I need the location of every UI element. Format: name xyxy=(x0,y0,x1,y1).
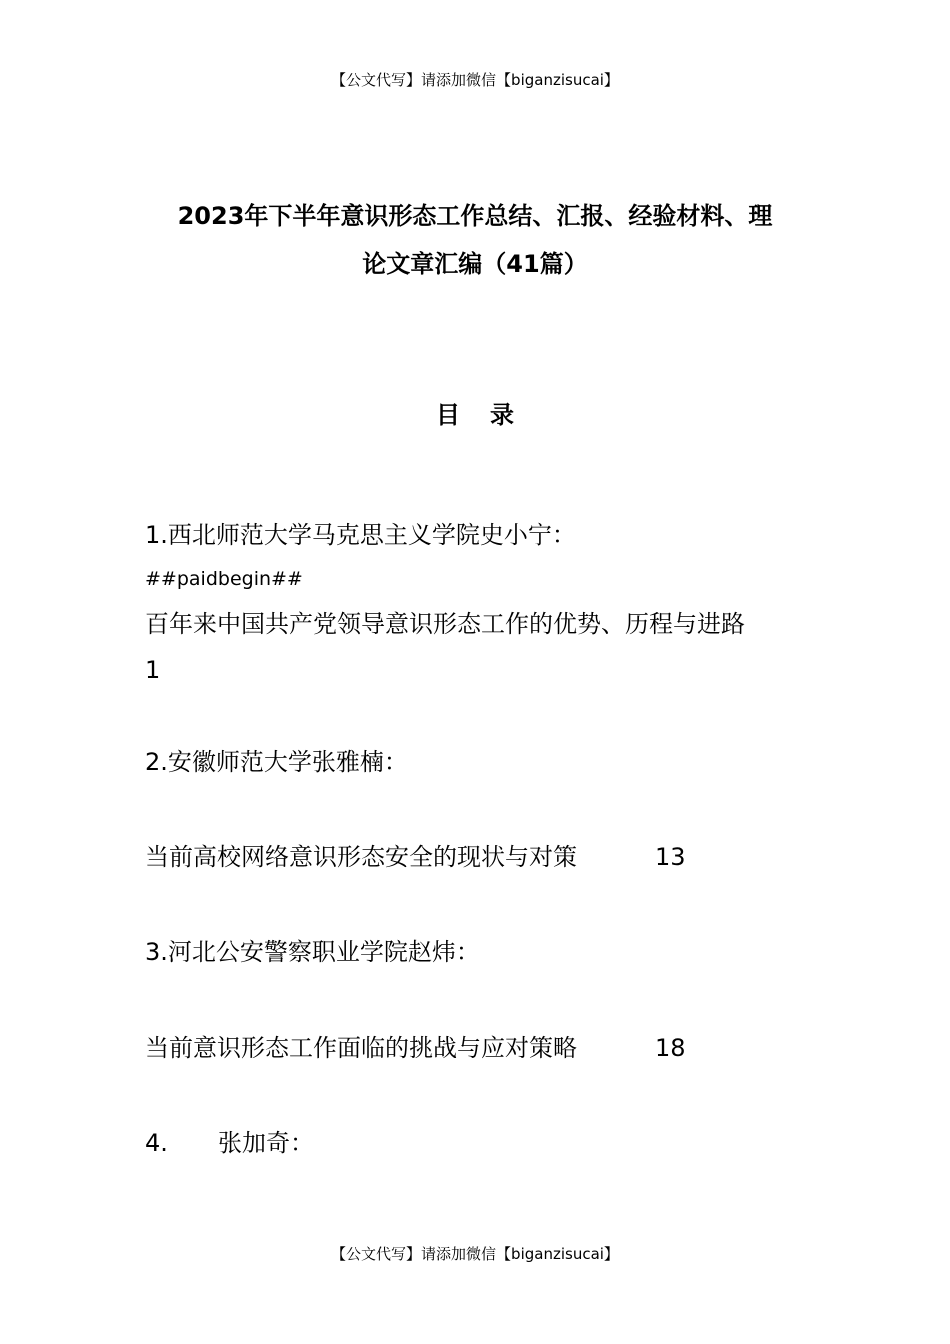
toc-item-3-page[interactable]: 18 xyxy=(655,1034,686,1062)
toc-item-3-author: 3.河北公安警察职业学院赵炜： xyxy=(145,938,480,966)
page-header: 【公文代写】请添加微信【biganzisucai】 xyxy=(331,71,619,89)
toc-item-1-title[interactable]: 百年来中国共产党领导意识形态工作的优势、历程与进路 xyxy=(145,610,745,638)
toc-item-2-author: 2.安徽师范大学张雅楠： xyxy=(145,748,408,776)
toc-item-2-title[interactable]: 当前高校网络意识形态安全的现状与对策 xyxy=(145,843,577,871)
toc-item-3-title[interactable]: 当前意识形态工作面临的挑战与应对策略 xyxy=(145,1034,577,1062)
page-footer: 【公文代写】请添加微信【biganzisucai】 xyxy=(331,1245,619,1263)
document-title-line-1: 2023年下半年意识形态工作总结、汇报、经验材料、理 xyxy=(177,202,773,230)
toc-item-1-author: 1.西北师范大学马克思主义学院史小宁： xyxy=(145,521,576,549)
toc-item-2-page[interactable]: 13 xyxy=(655,843,686,871)
document-title xyxy=(140,192,810,288)
paid-begin-marker: ##paidbegin## xyxy=(145,568,303,590)
toc-heading: 目录 xyxy=(436,401,544,429)
toc-item-4-number: 4. xyxy=(145,1129,168,1157)
toc-item-4-author: 张加奇： xyxy=(218,1129,314,1157)
toc-item-1-page[interactable]: 1 xyxy=(145,656,161,684)
document-title-line-2: 论文章汇编（41篇） xyxy=(362,250,588,278)
